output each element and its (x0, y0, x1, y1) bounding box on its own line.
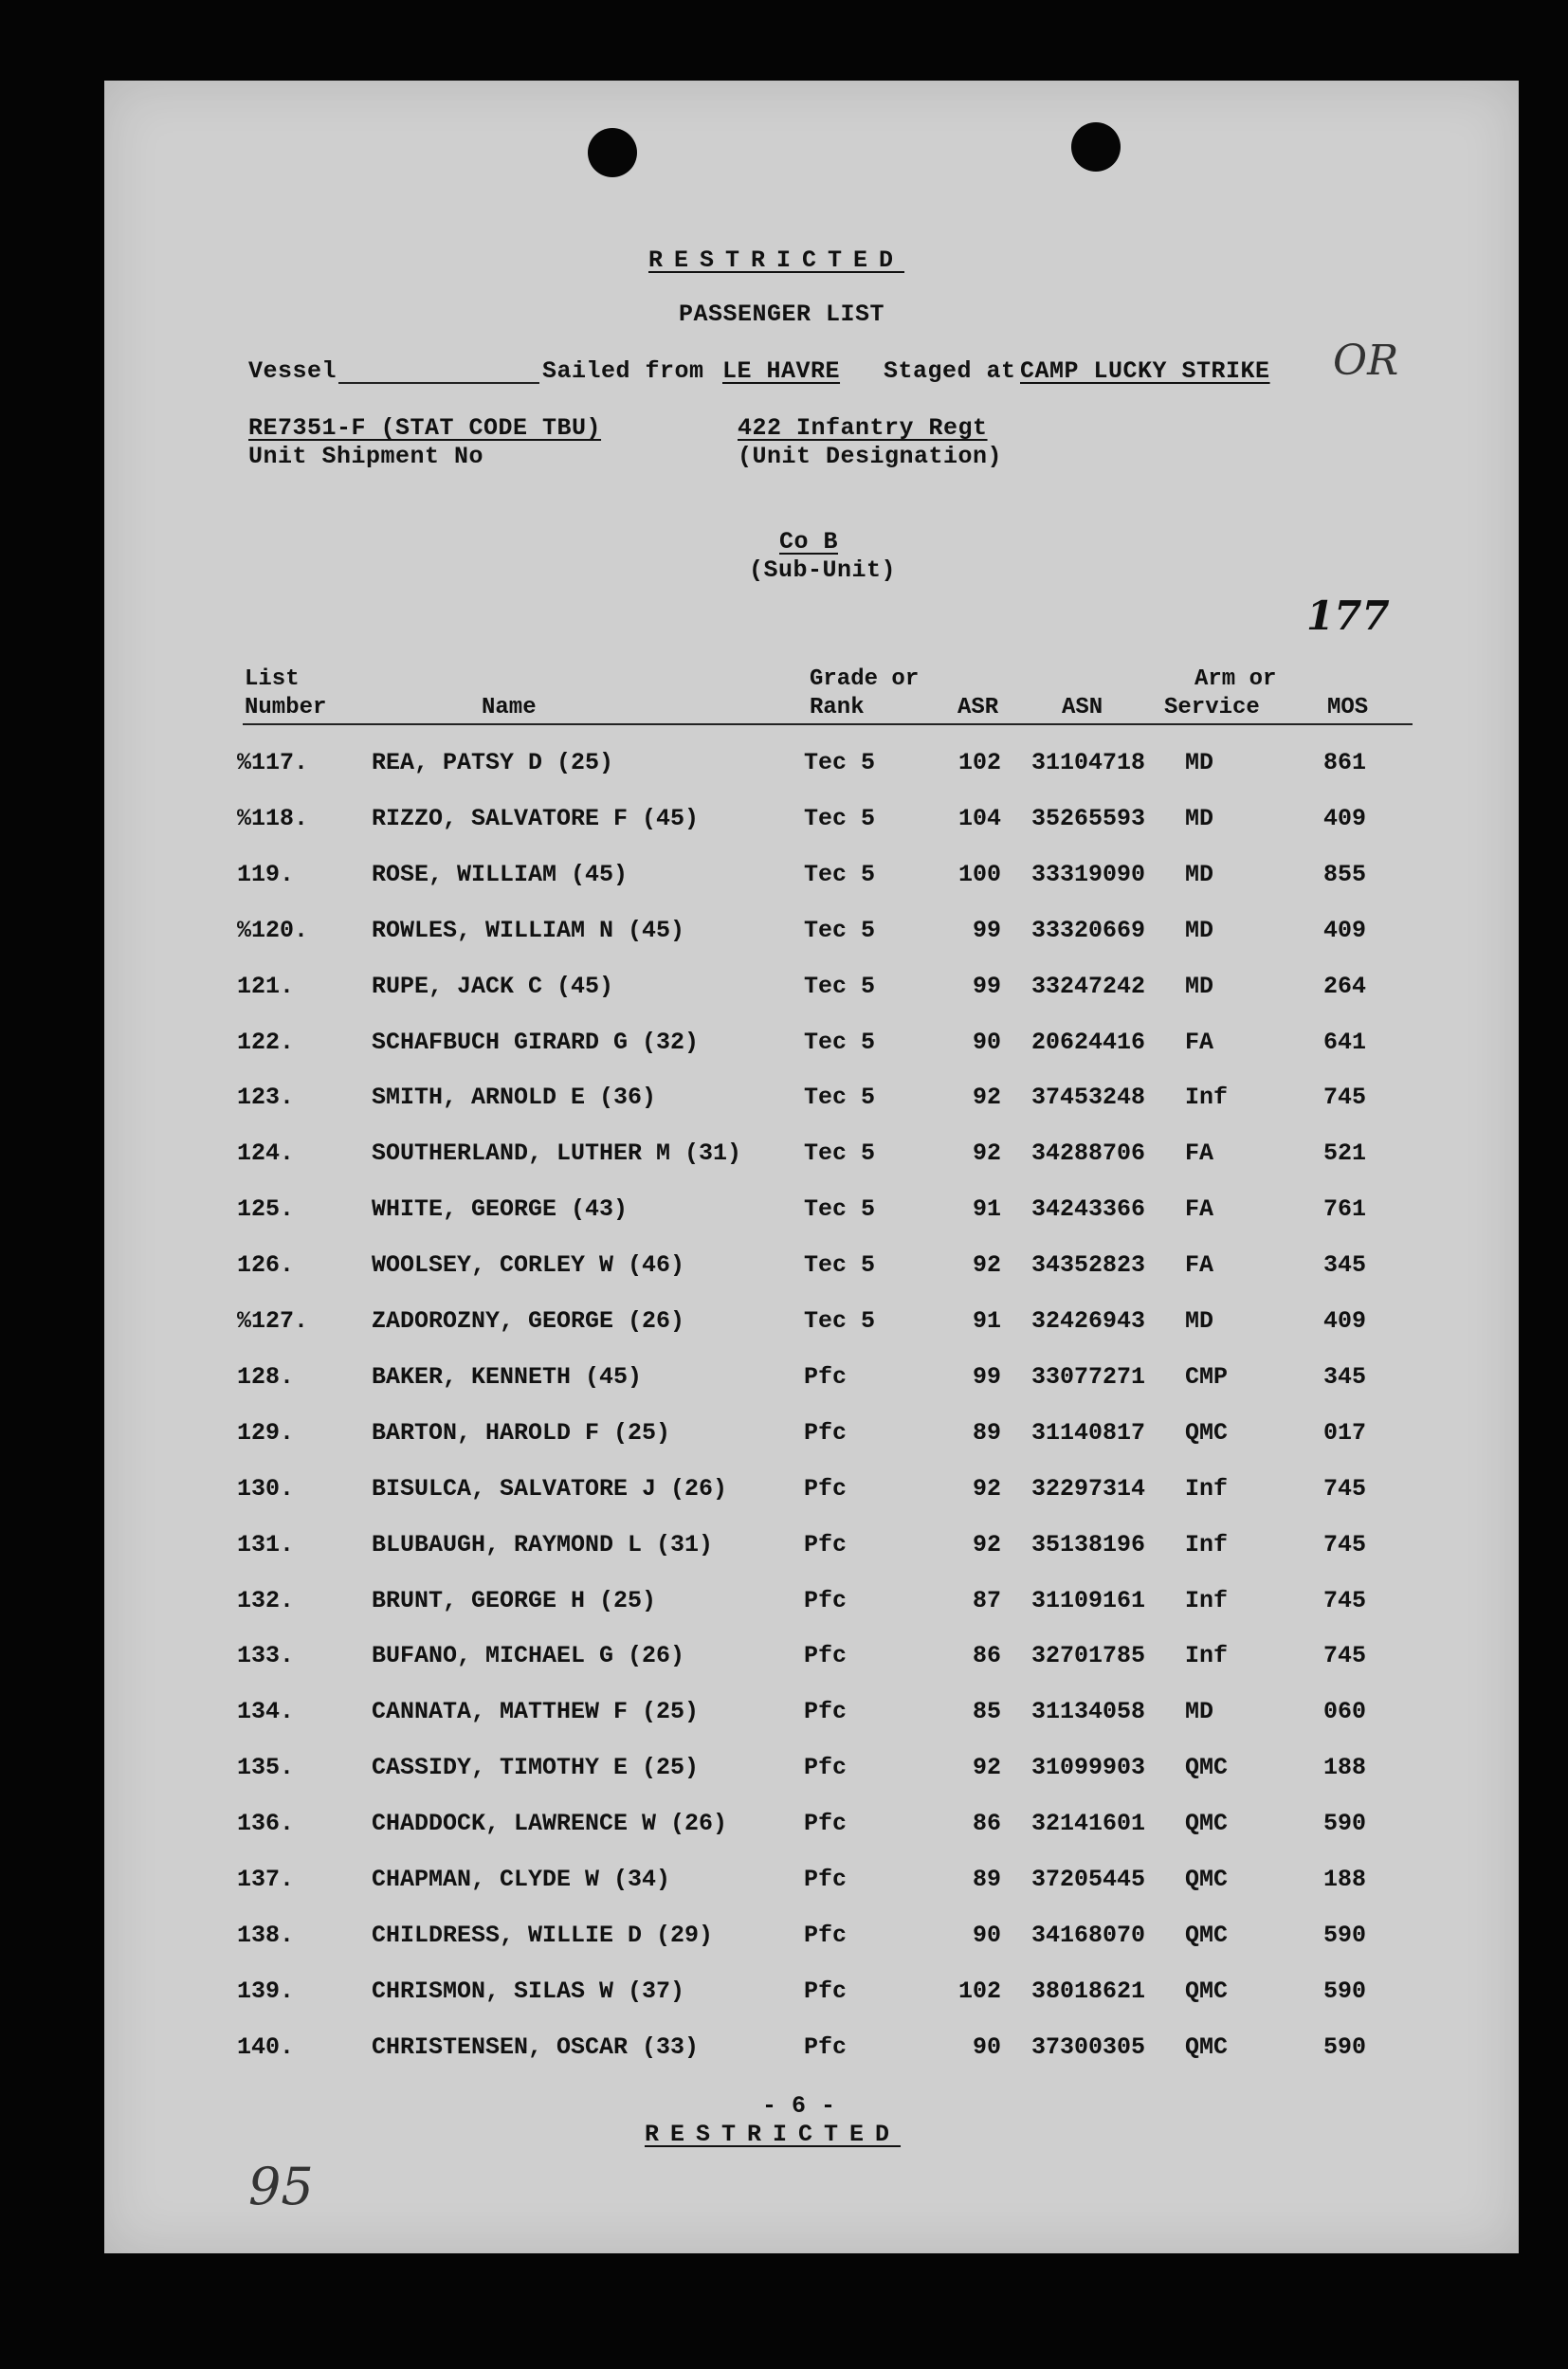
document-title: PASSENGER LIST (679, 301, 885, 328)
arm-service: QMC (1185, 1754, 1229, 1782)
passenger-name: BRUNT, GEORGE H (25) (372, 1586, 657, 1614)
army-serial-number: 37205445 (1031, 1866, 1146, 1893)
punch-hole-right (1071, 122, 1121, 172)
army-serial-number: 31109161 (1031, 1586, 1146, 1614)
staged-label: Staged at (884, 357, 1016, 385)
grade-rank: Pfc (804, 1474, 848, 1503)
mos-code: 745 (1323, 1642, 1367, 1670)
arm-service: QMC (1185, 1866, 1229, 1893)
passenger-name: CHRISMON, SILAS W (37) (372, 1977, 685, 2005)
arm-service: QMC (1185, 1810, 1229, 1838)
grade-rank: Tec 5 (804, 916, 876, 944)
mos-code: 188 (1323, 1866, 1367, 1893)
arm-service: CMP (1185, 1362, 1229, 1391)
asr-score: 92 (972, 1754, 1001, 1782)
mos-code: 590 (1323, 1921, 1367, 1949)
unit-value: 422 Infantry Regt (738, 414, 988, 442)
asr-score: 90 (972, 1921, 1001, 1949)
table-row (104, 861, 1519, 899)
grade-rank: Pfc (804, 1977, 848, 2005)
arm-service: Inf (1185, 1084, 1229, 1112)
arm-service: Inf (1185, 1474, 1229, 1503)
army-serial-number: 33319090 (1031, 860, 1146, 888)
passenger-name: SMITH, ARNOLD E (36) (372, 1084, 657, 1112)
grade-rank: Tec 5 (804, 1195, 876, 1224)
mos-code: 745 (1323, 1586, 1367, 1614)
subunit-value: Co B (779, 528, 839, 556)
table-row (104, 1139, 1519, 1177)
list-number: 139. (237, 1977, 295, 2005)
asr-score: 102 (957, 749, 1001, 776)
shipment-label: Unit Shipment No (248, 443, 484, 470)
vessel-label: Vessel (248, 357, 337, 385)
asr-score: 85 (972, 1698, 1001, 1726)
list-number: %118. (237, 804, 309, 832)
table-row (104, 1866, 1519, 1904)
passenger-name: WHITE, GEORGE (43) (372, 1195, 629, 1224)
arm-service: MD (1185, 860, 1214, 888)
list-number: 135. (237, 1754, 295, 1782)
asr-score: 102 (957, 1977, 1001, 2005)
list-number: 136. (237, 1810, 295, 1838)
table-row (104, 1475, 1519, 1513)
passenger-name: SCHAFBUCH GIRARD G (32) (372, 1028, 700, 1056)
mos-code: 590 (1323, 1810, 1367, 1838)
asr-score: 86 (972, 1642, 1001, 1670)
arm-service: Inf (1185, 1642, 1229, 1670)
passenger-name: RUPE, JACK C (45) (372, 972, 614, 1000)
header-service: Service (1164, 695, 1260, 720)
table-row (104, 1029, 1519, 1066)
table-row (104, 1251, 1519, 1289)
arm-service: QMC (1185, 1977, 1229, 2005)
table-row (104, 1084, 1519, 1121)
list-number: 125. (237, 1195, 295, 1224)
army-serial-number: 34352823 (1031, 1251, 1146, 1280)
mos-code: 761 (1323, 1195, 1367, 1224)
table-row (104, 2033, 1519, 2071)
army-serial-number: 34168070 (1031, 1921, 1146, 1949)
army-serial-number: 31099903 (1031, 1754, 1146, 1782)
asr-score: 89 (972, 1418, 1001, 1447)
header-rank: Rank (810, 695, 865, 720)
army-serial-number: 37453248 (1031, 1084, 1146, 1112)
list-number: 123. (237, 1084, 295, 1112)
mos-code: 745 (1323, 1084, 1367, 1112)
grade-rank: Tec 5 (804, 1084, 876, 1112)
arm-service: QMC (1185, 1418, 1229, 1447)
asr-score: 92 (972, 1084, 1001, 1112)
subunit-label: (Sub-Unit) (749, 556, 897, 584)
army-serial-number: 20624416 (1031, 1028, 1146, 1056)
mos-code: 590 (1323, 2032, 1367, 2061)
list-number: 140. (237, 2032, 295, 2061)
header-number: Number (245, 695, 327, 720)
list-number: %117. (237, 749, 309, 776)
mos-code: 188 (1323, 1754, 1367, 1782)
header-list: List (245, 666, 300, 692)
table-row (104, 1810, 1519, 1848)
unit-label: (Unit Designation) (738, 443, 1003, 470)
list-number: 133. (237, 1642, 295, 1670)
header-rule (243, 723, 1413, 725)
asr-score: 104 (957, 804, 1001, 832)
handwritten-corner-note: 95 (248, 2157, 314, 2216)
page-stamp-number: 177 (1306, 592, 1390, 639)
army-serial-number: 33247242 (1031, 972, 1146, 1000)
arm-service: MD (1185, 916, 1214, 944)
mos-code: 409 (1323, 1307, 1367, 1335)
asr-score: 100 (957, 860, 1001, 888)
passenger-name: BUFANO, MICHAEL G (26) (372, 1642, 685, 1670)
asr-score: 87 (972, 1586, 1001, 1614)
asr-score: 90 (972, 1028, 1001, 1056)
army-serial-number: 32141601 (1031, 1810, 1146, 1838)
asr-score: 99 (972, 972, 1001, 1000)
grade-rank: Tec 5 (804, 972, 876, 1000)
grade-rank: Pfc (804, 1362, 848, 1391)
passenger-name: BAKER, KENNETH (45) (372, 1362, 643, 1391)
header-mos: MOS (1327, 695, 1369, 720)
army-serial-number: 35138196 (1031, 1530, 1146, 1558)
asr-score: 92 (972, 1530, 1001, 1558)
army-serial-number: 35265593 (1031, 804, 1146, 832)
arm-service: QMC (1185, 2032, 1229, 2061)
list-number: 131. (237, 1530, 295, 1558)
grade-rank: Pfc (804, 1642, 848, 1670)
punch-hole-left (588, 128, 637, 177)
vessel-blank-line (338, 382, 539, 384)
shipment-value: RE7351-F (STAT CODE TBU) (248, 414, 602, 442)
table-row (104, 917, 1519, 955)
table-row (104, 1307, 1519, 1345)
passenger-name: CHRISTENSEN, OSCAR (33) (372, 2032, 700, 2061)
sailed-label: Sailed from (542, 357, 704, 385)
table-row (104, 1977, 1519, 2015)
passenger-name: ROWLES, WILLIAM N (45) (372, 916, 685, 944)
list-number: 121. (237, 972, 295, 1000)
passenger-name: BLUBAUGH, RAYMOND L (31) (372, 1530, 714, 1558)
table-row (104, 1195, 1519, 1233)
mos-code: 345 (1323, 1251, 1367, 1280)
army-serial-number: 33320669 (1031, 916, 1146, 944)
table-row (104, 805, 1519, 843)
passenger-name: CHAPMAN, CLYDE W (34) (372, 1866, 671, 1893)
table-row (104, 1922, 1519, 1959)
passenger-name: ROSE, WILLIAM (45) (372, 860, 629, 888)
grade-rank: Pfc (804, 1530, 848, 1558)
table-row (104, 1587, 1519, 1625)
arm-service: QMC (1185, 1921, 1229, 1949)
passenger-name: CHADDOCK, LAWRENCE W (26) (372, 1810, 728, 1838)
mos-code: 855 (1323, 860, 1367, 888)
army-serial-number: 38018621 (1031, 1977, 1146, 2005)
table-row (104, 1642, 1519, 1680)
passenger-name: CASSIDY, TIMOTHY E (25) (372, 1754, 700, 1782)
arm-service: MD (1185, 1698, 1214, 1726)
grade-rank: Pfc (804, 1810, 848, 1838)
grade-rank: Tec 5 (804, 749, 876, 776)
asr-score: 92 (972, 1474, 1001, 1503)
arm-service: MD (1185, 972, 1214, 1000)
army-serial-number: 31104718 (1031, 749, 1146, 776)
list-number: 128. (237, 1362, 295, 1391)
army-serial-number: 32701785 (1031, 1642, 1146, 1670)
mos-code: 017 (1323, 1418, 1367, 1447)
grade-rank: Pfc (804, 1698, 848, 1726)
mos-code: 861 (1323, 749, 1367, 776)
grade-rank: Pfc (804, 2032, 848, 2061)
list-number: 126. (237, 1251, 295, 1280)
passenger-name: SOUTHERLAND, LUTHER M (31) (372, 1139, 742, 1168)
table-row (104, 1419, 1519, 1457)
passenger-name: WOOLSEY, CORLEY W (46) (372, 1251, 685, 1280)
arm-service: Inf (1185, 1586, 1229, 1614)
sailed-value: LE HAVRE (722, 357, 841, 385)
passenger-name: RIZZO, SALVATORE F (45) (372, 804, 700, 832)
list-number: 130. (237, 1474, 295, 1503)
table-row (104, 749, 1519, 787)
list-number: 137. (237, 1866, 295, 1893)
grade-rank: Tec 5 (804, 860, 876, 888)
header-asn: ASN (1062, 695, 1103, 720)
table-row (104, 1698, 1519, 1736)
grade-rank: Tec 5 (804, 804, 876, 832)
passenger-name: BISULCA, SALVATORE J (26) (372, 1474, 728, 1503)
army-serial-number: 34243366 (1031, 1195, 1146, 1224)
passenger-name: REA, PATSY D (25) (372, 749, 614, 776)
mos-code: 745 (1323, 1474, 1367, 1503)
mos-code: 590 (1323, 1977, 1367, 2005)
mos-code: 521 (1323, 1139, 1367, 1168)
asr-score: 99 (972, 916, 1001, 944)
army-serial-number: 37300305 (1031, 2032, 1146, 2061)
army-serial-number: 34288706 (1031, 1139, 1146, 1168)
grade-rank: Pfc (804, 1921, 848, 1949)
army-serial-number: 31140817 (1031, 1418, 1146, 1447)
grade-rank: Tec 5 (804, 1307, 876, 1335)
passenger-name: ZADOROZNY, GEORGE (26) (372, 1307, 685, 1335)
arm-service: FA (1185, 1251, 1214, 1280)
grade-rank: Pfc (804, 1754, 848, 1782)
asr-score: 91 (972, 1307, 1001, 1335)
grade-rank: Tec 5 (804, 1028, 876, 1056)
asr-score: 86 (972, 1810, 1001, 1838)
list-number: %127. (237, 1307, 309, 1335)
passenger-name: CHILDRESS, WILLIE D (29) (372, 1921, 714, 1949)
grade-rank: Tec 5 (804, 1251, 876, 1280)
list-number: 122. (237, 1028, 295, 1056)
table-row (104, 1363, 1519, 1401)
table-row (104, 973, 1519, 1011)
page-number: - 6 - (762, 2092, 836, 2120)
table-row (104, 1531, 1519, 1569)
asr-score: 92 (972, 1139, 1001, 1168)
classification-header: RESTRICTED (648, 246, 905, 274)
mos-code: 345 (1323, 1362, 1367, 1391)
asr-score: 90 (972, 2032, 1001, 2061)
handwritten-margin-note: OR (1333, 337, 1399, 385)
mos-code: 060 (1323, 1698, 1367, 1726)
list-number: %120. (237, 916, 309, 944)
header-grade: Grade or (810, 666, 920, 692)
arm-service: FA (1185, 1028, 1214, 1056)
asr-score: 92 (972, 1251, 1001, 1280)
list-number: 134. (237, 1698, 295, 1726)
mos-code: 409 (1323, 804, 1367, 832)
army-serial-number: 31134058 (1031, 1698, 1146, 1726)
asr-score: 89 (972, 1866, 1001, 1893)
grade-rank: Pfc (804, 1418, 848, 1447)
army-serial-number: 32297314 (1031, 1474, 1146, 1503)
staged-value: CAMP LUCKY STRIKE (1020, 357, 1270, 385)
grade-rank: Pfc (804, 1586, 848, 1614)
list-number: 138. (237, 1921, 295, 1949)
mos-code: 264 (1323, 972, 1367, 1000)
mos-code: 409 (1323, 916, 1367, 944)
mos-code: 745 (1323, 1530, 1367, 1558)
arm-service: FA (1185, 1195, 1214, 1224)
asr-score: 91 (972, 1195, 1001, 1224)
list-number: 124. (237, 1139, 295, 1168)
document-page (104, 81, 1519, 2253)
classification-footer: RESTRICTED (645, 2121, 902, 2148)
grade-rank: Tec 5 (804, 1139, 876, 1168)
header-asr: ASR (957, 695, 999, 720)
grade-rank: Pfc (804, 1866, 848, 1893)
army-serial-number: 33077271 (1031, 1362, 1146, 1391)
list-number: 129. (237, 1418, 295, 1447)
arm-service: Inf (1185, 1530, 1229, 1558)
arm-service: FA (1185, 1139, 1214, 1168)
list-number: 119. (237, 860, 295, 888)
mos-code: 641 (1323, 1028, 1367, 1056)
passenger-name: BARTON, HAROLD F (25) (372, 1418, 671, 1447)
header-arm: Arm or (1194, 666, 1277, 692)
header-name: Name (482, 695, 537, 720)
arm-service: MD (1185, 1307, 1214, 1335)
army-serial-number: 32426943 (1031, 1307, 1146, 1335)
table-row (104, 1754, 1519, 1792)
asr-score: 99 (972, 1362, 1001, 1391)
arm-service: MD (1185, 804, 1214, 832)
arm-service: MD (1185, 749, 1214, 776)
list-number: 132. (237, 1586, 295, 1614)
passenger-name: CANNATA, MATTHEW F (25) (372, 1698, 700, 1726)
